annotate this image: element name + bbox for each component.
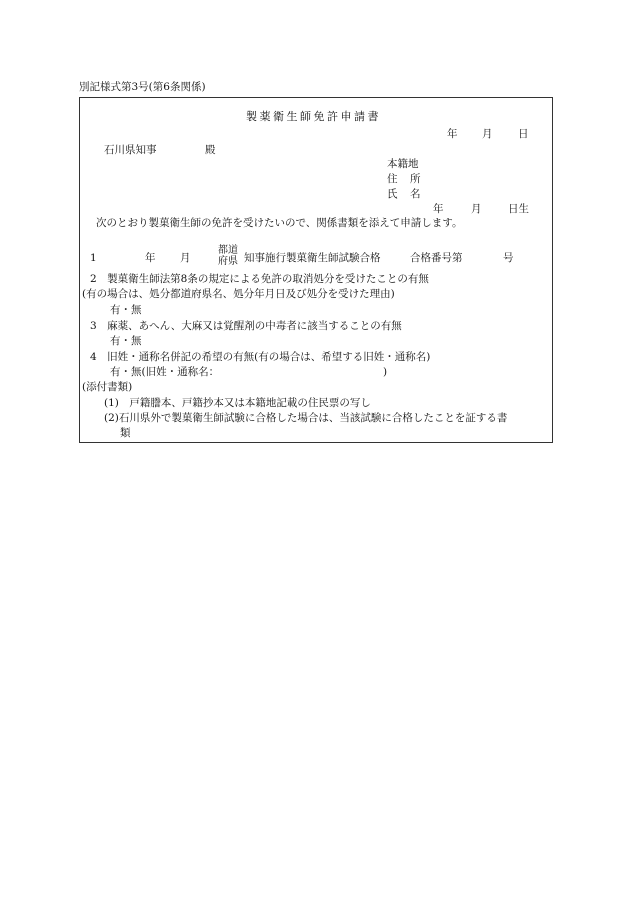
item1-month-label: 月 xyxy=(180,252,191,264)
exam-pass-text: 知事施行製菓衛生師試験合格 xyxy=(244,252,381,264)
honseki-label: 本籍地 xyxy=(387,158,419,170)
prefecture-label-bottom: 府県 xyxy=(218,256,238,267)
item4-choice: 有・無(旧姓・通称名： xyxy=(110,366,220,378)
birth-day-label: 日生 xyxy=(508,203,529,215)
item2-choice: 有・無 xyxy=(110,304,142,316)
cert-number-suffix: 号 xyxy=(503,252,514,264)
prefecture-label xyxy=(218,245,238,267)
birth-month-label: 月 xyxy=(471,203,482,215)
form-number-note: 別記様式第3号(第6条関係) xyxy=(79,81,206,93)
attachment-item-2-line2: 類 xyxy=(120,427,131,439)
honorific: 殿 xyxy=(205,144,216,156)
attachments-heading: (添付書類) xyxy=(82,381,133,393)
prefecture-label-top: 都道 xyxy=(218,245,238,256)
name-label-part2: 名 xyxy=(410,188,421,200)
item3-question: 3 麻薬、あへん、大麻又は覚醒剤の中毒者に該当することの有無 xyxy=(90,320,402,332)
item2-note: (有の場合は、処分都道府県名、処分年月日及び処分を受けた理由) xyxy=(82,288,395,300)
date-year-label: 年 xyxy=(447,128,458,140)
birth-year-label: 年 xyxy=(433,203,444,215)
item3-choice: 有・無 xyxy=(110,335,142,347)
item2-question: 2 製菓衛生師法第8条の規定による免許の取消処分を受けたことの有無 xyxy=(90,273,429,285)
address-label-part2: 所 xyxy=(410,173,421,185)
intro-statement: 次のとおり製菓衛生師の免許を受けたいので、関係書類を添えて申請します。 xyxy=(96,217,463,229)
item1-number: 1 xyxy=(90,252,97,264)
addressee: 石川県知事 xyxy=(104,144,157,156)
date-day-label: 日 xyxy=(518,128,529,140)
cert-number-label: 合格番号第 xyxy=(410,252,463,264)
item4-close-paren: ) xyxy=(383,366,388,378)
item1-year-label: 年 xyxy=(145,252,156,264)
attachment-item-1: (1) 戸籍謄本、戸籍抄本又は本籍地記載の住民票の写し xyxy=(104,397,371,409)
date-month-label: 月 xyxy=(482,128,493,140)
address-label-part1: 住 xyxy=(387,173,398,185)
form-title: 製薬衛生師免許申請書 xyxy=(246,110,381,123)
item4-question: 4 旧姓・通称名併記の希望の有無(有の場合は、希望する旧姓・通称名) xyxy=(90,351,431,363)
attachment-item-2-line1: (2)石川県外で製菓衛生師試験に合格した場合は、当該試験に合格したことを証する書 xyxy=(104,412,508,424)
name-label-part1: 氏 xyxy=(387,188,398,200)
